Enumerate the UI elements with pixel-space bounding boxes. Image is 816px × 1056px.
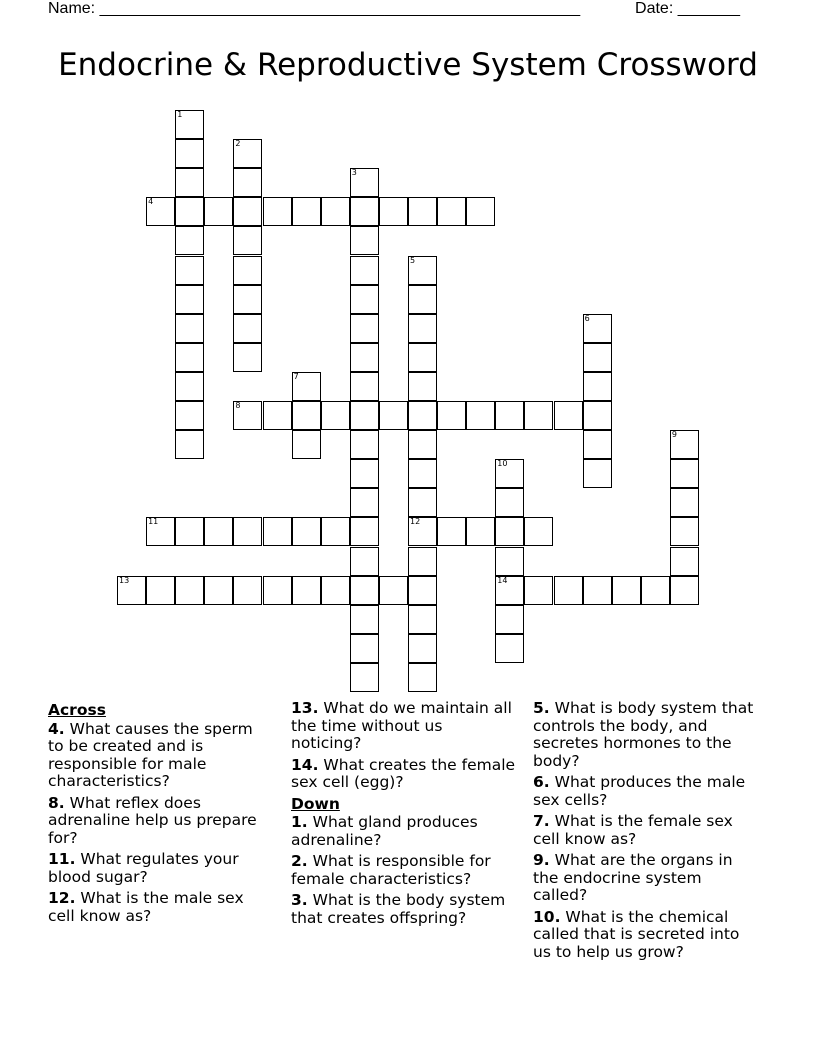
crossword-cell[interactable]	[321, 517, 350, 546]
across-heading: Across	[48, 701, 106, 719]
crossword-cell[interactable]	[495, 517, 524, 546]
crossword-cell[interactable]	[175, 343, 204, 372]
clue-number-label: 6	[584, 313, 590, 323]
crossword-cell[interactable]	[292, 576, 321, 605]
crossword-cell[interactable]	[524, 401, 553, 430]
crossword-cell[interactable]	[263, 576, 292, 605]
crossword-cell[interactable]	[146, 517, 175, 546]
crossword-cell[interactable]	[408, 517, 437, 546]
clue-down-9: 9. What are the organs in the endocrine system called?	[533, 851, 733, 904]
clue-across-13: 13. What do we maintain all the time without us noticing?	[291, 699, 512, 752]
crossword-cell[interactable]	[263, 401, 292, 430]
crossword-cell[interactable]	[670, 547, 699, 576]
crossword-cell[interactable]	[524, 517, 553, 546]
crossword-cell[interactable]	[583, 343, 612, 372]
crossword-cell[interactable]	[175, 226, 204, 255]
crossword-cell[interactable]	[263, 197, 292, 226]
crossword-cell[interactable]	[495, 401, 524, 430]
crossword-cell[interactable]	[350, 314, 379, 343]
crossword-cell[interactable]	[670, 576, 699, 605]
crossword-cell[interactable]	[583, 314, 612, 343]
crossword-cell[interactable]	[408, 634, 437, 663]
crossword-cell[interactable]	[233, 285, 262, 314]
page-title: Endocrine & Reproductive System Crossword	[58, 47, 758, 83]
crossword-cell[interactable]	[408, 430, 437, 459]
crossword-cell[interactable]	[408, 576, 437, 605]
crossword-cell[interactable]	[350, 226, 379, 255]
crossword-cell[interactable]	[408, 372, 437, 401]
crossword-cell[interactable]	[292, 517, 321, 546]
crossword-cell[interactable]	[117, 576, 146, 605]
crossword-cell[interactable]	[233, 576, 262, 605]
clue-number-label: 8	[235, 401, 241, 410]
crossword-cell[interactable]	[204, 576, 233, 605]
clue-number-label: 4	[148, 197, 154, 207]
crossword-cell[interactable]	[670, 430, 699, 459]
crossword-cell[interactable]	[641, 576, 670, 605]
crossword-cell[interactable]	[408, 314, 437, 343]
crossword-cell[interactable]	[204, 517, 233, 546]
clue-across-12: 12. What is the male sex cell know as?	[48, 889, 244, 925]
crossword-cell[interactable]	[233, 197, 262, 226]
crossword-cell[interactable]	[524, 576, 553, 605]
crossword-cell[interactable]	[408, 256, 437, 285]
clue-number-label: 10	[497, 459, 508, 469]
crossword-cell[interactable]	[233, 517, 262, 546]
crossword-cell[interactable]	[321, 401, 350, 430]
crossword-cell[interactable]	[408, 605, 437, 634]
crossword-cell[interactable]	[670, 488, 699, 517]
clue-number-label: 13	[119, 575, 130, 585]
crossword-cell[interactable]	[292, 430, 321, 459]
crossword-cell[interactable]	[379, 576, 408, 605]
crossword-cell[interactable]	[466, 517, 495, 546]
crossword-cell[interactable]	[350, 372, 379, 401]
crossword-cell[interactable]	[350, 285, 379, 314]
crossword-cell[interactable]	[175, 517, 204, 546]
crossword-cell[interactable]	[437, 401, 466, 430]
crossword-cell[interactable]	[175, 139, 204, 168]
clue-across-14: 14. What creates the female sex cell (egg)?	[291, 755, 516, 791]
crossword-cell[interactable]	[204, 197, 233, 226]
crossword-cell[interactable]	[263, 517, 292, 546]
clue-down-6: 6. What produces the male sex cells?	[533, 773, 746, 809]
clue-across-8: 8. What reflex does adrenaline help us prepare for?	[48, 793, 257, 847]
crossword-cell[interactable]	[466, 401, 495, 430]
clue-list	[48, 700, 778, 1020]
clue-number-label: 1	[177, 110, 183, 119]
crossword-cell[interactable]	[408, 547, 437, 576]
clue-number-label: 7	[293, 371, 299, 381]
clue-number-label: 14	[497, 575, 508, 585]
crossword-cell[interactable]	[408, 459, 437, 488]
crossword-cell[interactable]	[583, 401, 612, 430]
crossword-cell[interactable]	[350, 256, 379, 285]
crossword-cell[interactable]	[233, 343, 262, 372]
crossword-cell[interactable]	[175, 430, 204, 459]
crossword-cell[interactable]	[466, 197, 495, 226]
crossword-cell[interactable]	[350, 547, 379, 576]
clue-column-1	[48, 700, 273, 929]
crossword-cell[interactable]	[408, 401, 437, 430]
date-line: Date: _______	[635, 0, 740, 17]
crossword-cell[interactable]	[583, 430, 612, 459]
clue-down-5: 5. What is body system that controls the body, and secretes hormones to the body?	[533, 699, 754, 770]
crossword-cell[interactable]	[146, 197, 175, 226]
crossword-cell[interactable]	[350, 488, 379, 517]
crossword-cell[interactable]	[350, 634, 379, 663]
crossword-cell[interactable]	[175, 256, 204, 285]
clue-down-3: 3. What is the body system that creates offspring?	[291, 891, 506, 927]
clue-number-label: 9	[671, 430, 677, 440]
clue-number-label: 12	[410, 517, 421, 527]
crossword-cell[interactable]	[233, 256, 262, 285]
crossword-cell[interactable]	[292, 401, 321, 430]
clue-down-7: 7. What is the female sex cell know as?	[533, 812, 733, 848]
crossword-cell[interactable]	[583, 372, 612, 401]
crossword-cell[interactable]	[612, 576, 641, 605]
clue-number-label: 5	[410, 255, 416, 265]
crossword-cell[interactable]	[233, 401, 262, 430]
crossword-cell[interactable]	[233, 314, 262, 343]
crossword-cell[interactable]	[175, 314, 204, 343]
clue-number-label: 2	[235, 139, 241, 149]
crossword-cell[interactable]	[437, 197, 466, 226]
crossword-cell[interactable]	[175, 576, 204, 605]
crossword-cell[interactable]	[495, 547, 524, 576]
name-line: Name: ______________________________________________________	[48, 0, 581, 17]
clue-down-1: 1. What gland produces adrenaline?	[291, 813, 478, 849]
crossword-cell[interactable]	[495, 634, 524, 663]
crossword-cell[interactable]	[350, 343, 379, 372]
crossword-cell[interactable]	[350, 517, 379, 546]
crossword-cell[interactable]	[350, 459, 379, 488]
crossword-cell[interactable]	[233, 139, 262, 168]
crossword-cell[interactable]	[292, 372, 321, 401]
crossword-cell[interactable]	[408, 197, 437, 226]
clue-number-label: 3	[351, 168, 357, 178]
clue-down-10: 10. What is the chemical called that is secreted into us to help us grow?	[533, 907, 740, 961]
crossword-cell[interactable]	[350, 168, 379, 197]
crossword-cell[interactable]	[321, 197, 350, 226]
crossword-cell[interactable]	[408, 285, 437, 314]
crossword-cell[interactable]	[350, 663, 379, 692]
crossword-cell[interactable]	[175, 372, 204, 401]
crossword-cell[interactable]	[554, 576, 583, 605]
down-heading: Down	[291, 794, 340, 813]
clue-across-11: 11. What regulates your blood sugar?	[48, 850, 239, 886]
crossword-cell[interactable]	[495, 488, 524, 517]
crossword-cell[interactable]	[408, 663, 437, 692]
clue-column-3	[533, 700, 758, 965]
crossword-cell[interactable]	[350, 605, 379, 634]
crossword-cell[interactable]	[495, 576, 524, 605]
crossword-cell[interactable]	[321, 576, 350, 605]
clue-down-2: 2. What is responsible for female characteristics?	[291, 852, 491, 888]
clue-across-4: 4. What causes the sperm to be created and is responsible for male characteristics?	[48, 719, 253, 790]
crossword-cell[interactable]	[350, 576, 379, 605]
crossword-cell[interactable]	[670, 517, 699, 546]
crossword-cell[interactable]	[379, 401, 408, 430]
crossword-cell[interactable]	[175, 110, 204, 139]
crossword-cell[interactable]	[408, 488, 437, 517]
crossword-cell[interactable]	[146, 576, 175, 605]
crossword-cell[interactable]	[350, 401, 379, 430]
crossword-cell[interactable]	[175, 285, 204, 314]
crossword-cell[interactable]	[233, 168, 262, 197]
crossword-cell[interactable]	[379, 197, 408, 226]
crossword-cell[interactable]	[554, 401, 583, 430]
crossword-cell[interactable]	[175, 197, 204, 226]
crossword-cell[interactable]	[350, 430, 379, 459]
crossword-cell[interactable]	[495, 459, 524, 488]
clue-number-label: 11	[148, 517, 159, 527]
crossword-cell[interactable]	[670, 459, 699, 488]
crossword-cell[interactable]	[437, 517, 466, 546]
crossword-cell[interactable]	[583, 576, 612, 605]
crossword-cell[interactable]	[233, 226, 262, 255]
crossword-cell[interactable]	[350, 197, 379, 226]
crossword-cell[interactable]	[583, 459, 612, 488]
crossword-cell[interactable]	[408, 343, 437, 372]
crossword-cell[interactable]	[175, 168, 204, 197]
crossword-cell[interactable]	[495, 605, 524, 634]
crossword-cell[interactable]	[292, 197, 321, 226]
clue-column-2	[291, 700, 516, 931]
crossword-cell[interactable]	[175, 401, 204, 430]
